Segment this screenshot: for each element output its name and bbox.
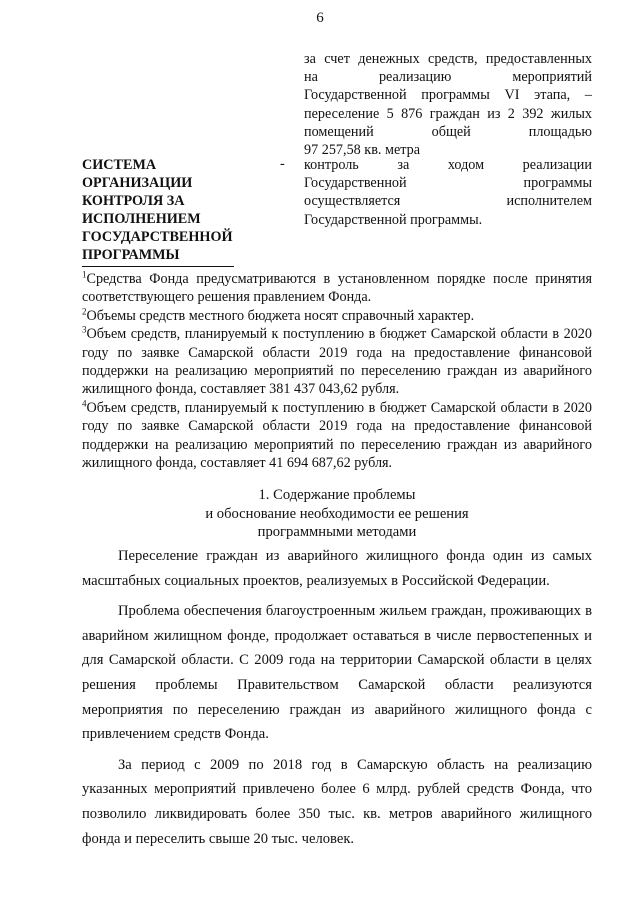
footnotes <box>82 270 592 472</box>
paragraph: За период с 2009 по 2018 год в Самарскую область на реализацию указанных мероприятий привлечено более 6 млрд. рублей средств Фонда, что позволило ликвидировать более 350 тыс. кв. метров аварийного жилищного фонда и переселить свыше 20 тыс. человек. <box>82 756 592 847</box>
section-heading <box>82 486 592 542</box>
row-dash: - <box>280 156 285 172</box>
control-line: Государственной программы <box>304 175 592 192</box>
paragraph: Переселение граждан из аварийного жилищного фонда один из самых масштабных социальных проектов, реализуемых в Российской Федерации. <box>82 548 592 589</box>
footnote-text: Объем средств, планируемый к поступлению в бюджет Самарской области в 2020 году по заявке Самарской области 2019 года на предоставление финансовой поддержки на реализацию мероприятий по переселению граждан из аварийного жилищного фонда, составляет 41 694 687,62 рубля. <box>82 399 592 472</box>
footnote-text: Объемы средств местного бюджета носят справочный характер. <box>86 307 475 324</box>
control-line: контроль за ходом реализации <box>304 157 592 173</box>
funding-line: на реализацию мероприятий <box>304 69 592 86</box>
control-line: Государственной программы. <box>304 211 483 228</box>
paragraph: Проблема обеспечения благоустроенным жильем граждан, проживающих в аварийном жилищном фонде, продолжает оставаться в числе первостепенных и для Самарской области. С 2009 года на территории Самарской области в целях решения проблемы Правительством Самарской области реализуются мероприятия по переселению граждан из аварийного жилищного фонда с привлечением средств Фонда. <box>82 603 592 743</box>
funding-line: помещений общей площадью <box>304 123 592 140</box>
footnote-mark: 2 <box>82 306 87 317</box>
section-heading-line: 1. Содержание проблемы <box>258 487 416 503</box>
footnote-separator <box>82 266 234 267</box>
funding-value-cell <box>304 50 592 159</box>
section-heading-line: и обоснование необходимости ее решения <box>205 505 469 522</box>
funding-line: 97 257,58 кв. метра <box>304 142 421 159</box>
page-number: 6 <box>316 10 324 26</box>
footnote-2 <box>82 307 592 325</box>
footnote-mark: 4 <box>82 398 87 409</box>
footnote-mark: 3 <box>82 324 87 335</box>
section-body <box>82 544 592 857</box>
section-heading-line: программными методами <box>257 524 417 541</box>
footnote-4 <box>82 399 592 473</box>
funding-line: переселение 5 876 граждан из 2 392 жилых <box>304 105 592 122</box>
funding-line: Государственной программы VI этапа, – <box>304 87 592 104</box>
footnote-text: Средства Фонда предусматриваются в установленном порядке после принятия соответствующего решения правлением Фонда. <box>82 271 592 306</box>
footnote-mark: 1 <box>82 269 87 280</box>
control-system-value <box>304 156 592 229</box>
footnote-1 <box>82 270 592 307</box>
footnote-text: Объем средств, планируемый к поступлению в бюджет Самарской области в 2020 году по заявке Самарской области 2019 года на предоставление финансовой поддержки на реализацию мероприятий по переселению граждан из аварийного жилищного фонда, составляет 381 437 043,62 рубля. <box>82 326 592 398</box>
control-line: осуществляется исполнителем <box>304 193 592 210</box>
footnote-3 <box>82 325 592 399</box>
funding-line: за счет денежных средств, предоставленных <box>304 51 592 67</box>
control-system-label: СИСТЕМА ОРГАНИЗАЦИИ КОНТРОЛЯ ЗА ИСПОЛНЕНИЕМ ГОСУДАРСТВЕННОЙ ПРОГРАММЫ <box>82 157 233 263</box>
